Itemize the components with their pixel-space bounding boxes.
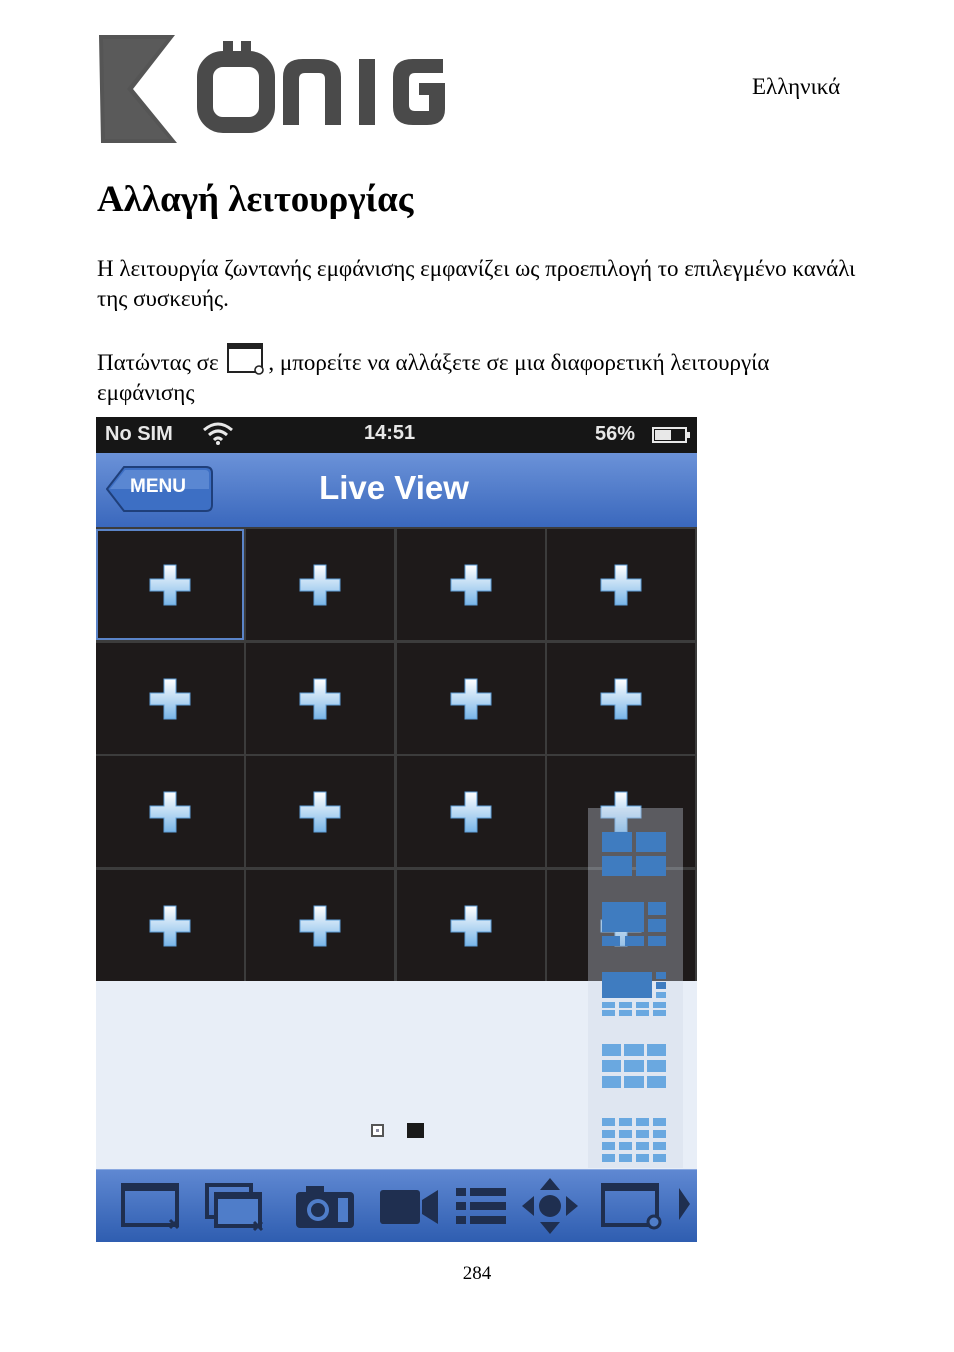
battery-icon [652, 426, 692, 450]
page-indicator-2[interactable] [407, 1123, 424, 1138]
language-label: Ελληνικά [752, 74, 841, 99]
close-all-channels-icon[interactable] [204, 1182, 268, 1237]
channel-cell[interactable] [96, 529, 244, 640]
page-indicator-1[interactable] [371, 1124, 384, 1137]
channel-cell[interactable] [96, 756, 244, 867]
add-channel-plus-icon [298, 904, 342, 948]
channel-cell[interactable] [96, 870, 244, 981]
record-video-icon[interactable] [378, 1182, 442, 1237]
paragraph-text-before-icon: Πατώντας σε [97, 350, 219, 375]
add-channel-plus-icon [148, 904, 192, 948]
channel-cell[interactable] [246, 870, 394, 981]
add-channel-plus-icon [298, 790, 342, 834]
paragraph-live-view-default: Η λειτουργία ζωντανής εμφάνισης εμφανίζει ως προεπιλογή το επιλεγμένο κανάλι της συσκευής. [97, 256, 856, 311]
battery-percent: 56% [595, 423, 636, 445]
ptz-control-icon[interactable] [520, 1182, 580, 1239]
clock: 14:51 [364, 422, 416, 444]
add-channel-plus-icon [148, 677, 192, 721]
channel-list-icon[interactable] [454, 1182, 510, 1237]
add-channel-plus-icon [599, 677, 643, 721]
channel-cell[interactable] [246, 643, 394, 754]
layout-picker [588, 808, 683, 1168]
add-channel-plus-icon [449, 904, 493, 948]
paragraph-text-after-icon: , μπορείτε να αλλάξετε σε μια διαφορετική λειτουργία εμφάνισης [97, 350, 770, 405]
page-number: 284 [462, 1263, 492, 1284]
channel-cell[interactable] [397, 643, 545, 754]
channel-cell[interactable] [246, 529, 394, 640]
wifi-icon [202, 422, 234, 452]
layout-switch-icon [226, 342, 266, 376]
screen-title: Live View [319, 469, 469, 506]
channel-cell[interactable] [397, 870, 545, 981]
next-arrow-icon[interactable] [676, 1182, 692, 1237]
bottom-toolbar [96, 1169, 697, 1242]
channel-cell[interactable] [246, 756, 394, 867]
layout-4-icon[interactable] [602, 832, 666, 881]
channel-cell[interactable] [397, 756, 545, 867]
carrier-label: No SIM [105, 423, 173, 445]
add-channel-plus-icon [148, 563, 192, 607]
snapshot-camera-icon[interactable] [294, 1182, 358, 1237]
add-channel-plus-icon [298, 563, 342, 607]
menu-button-label: MENU [130, 476, 186, 497]
layout-8-icon[interactable] [602, 972, 666, 1021]
nav-bar [96, 453, 697, 529]
add-channel-plus-icon [449, 790, 493, 834]
add-channel-plus-icon [298, 677, 342, 721]
add-channel-plus-icon [599, 563, 643, 607]
status-bar [96, 417, 697, 453]
close-channel-icon[interactable] [120, 1182, 184, 1237]
channel-cell[interactable] [547, 529, 695, 640]
paragraph-switch-layout [97, 342, 857, 408]
layout-16-icon[interactable] [602, 1118, 666, 1167]
konig-logo [97, 33, 517, 145]
channel-cell[interactable] [397, 529, 545, 640]
layout-9-icon[interactable] [602, 1044, 666, 1093]
layout-6-icon[interactable] [602, 902, 666, 951]
add-channel-plus-icon [449, 677, 493, 721]
add-channel-plus-icon [148, 790, 192, 834]
channel-cell[interactable] [96, 643, 244, 754]
add-channel-plus-icon [449, 563, 493, 607]
channel-cell[interactable] [547, 643, 695, 754]
app-screenshot [96, 417, 697, 1242]
layout-switch-icon[interactable] [600, 1182, 664, 1237]
section-title: Αλλαγή λειτουργίας [97, 179, 414, 220]
